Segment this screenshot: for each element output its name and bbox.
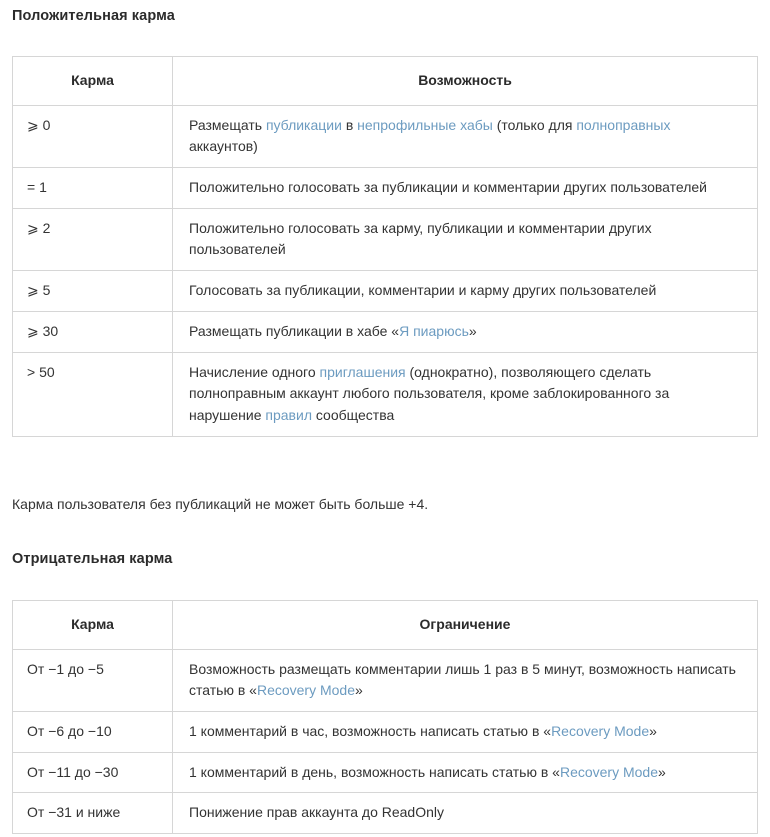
table-row [13, 208, 758, 270]
table-row [13, 352, 758, 436]
table-row [13, 105, 758, 167]
karma-description-cell: Понижение прав аккаунта до ReadOnly [173, 793, 758, 834]
negative-karma-table-head [13, 601, 758, 650]
positive-karma-table-head [13, 57, 758, 106]
inline-link[interactable]: Я пиарюсь [399, 322, 469, 339]
karma-description-cell: Размещать публикации в хабе «Я пиарюсь» [173, 311, 758, 352]
karma-description-cell: 1 комментарий в час, возможность написать статью в «Recovery Mode» [173, 712, 758, 753]
column-header-restriction: Ограничение [173, 601, 758, 650]
column-header-capability: Возможность [173, 57, 758, 106]
karma-value-cell: ⩾ 2 [13, 208, 173, 270]
page-title-positive-karma: Положительная карма [12, 8, 175, 24]
karma-limit-note: Карма пользователя без публикаций не может быть больше +4. [12, 496, 429, 512]
inline-link[interactable]: приглашения [319, 363, 406, 380]
karma-description-cell: Размещать публикации в непрофильные хабы (только для полноправных аккаунтов) [173, 105, 758, 167]
karma-value-cell: = 1 [13, 168, 173, 209]
inline-link[interactable]: публикации [265, 116, 342, 133]
karma-description-cell: Голосовать за публикации, комментарии и карму других пользователей [173, 271, 758, 312]
inline-link[interactable]: Recovery Mode [551, 723, 650, 740]
karma-value-cell: > 50 [13, 352, 173, 436]
column-header-karma: Карма [13, 601, 173, 650]
karma-value-cell: От −11 до −30 [13, 752, 173, 793]
positive-karma-table-body [13, 105, 758, 436]
table-header-row [13, 601, 758, 650]
column-header-karma: Карма [13, 57, 173, 106]
inline-link[interactable]: правил [265, 406, 312, 423]
negative-karma-table-body [13, 649, 758, 833]
karma-value-cell: От −6 до −10 [13, 712, 173, 753]
table-header-row [13, 57, 758, 106]
karma-description-cell: Положительно голосовать за публикации и комментарии других пользователей [173, 168, 758, 209]
karma-description-cell: 1 комментарий в день, возможность написать статью в «Recovery Mode» [173, 752, 758, 793]
karma-value-cell: ⩾ 30 [13, 311, 173, 352]
karma-description-cell: Положительно голосовать за карму, публикации и комментарии других пользователей [173, 208, 758, 270]
table-row [13, 712, 758, 753]
table-row [13, 793, 758, 834]
karma-value-cell: ⩾ 0 [13, 105, 173, 167]
karma-description-cell: Возможность размещать комментарии лишь 1 раз в 5 минут, возможность написать статью в «Recovery Mode» [173, 649, 758, 711]
karma-value-cell: ⩾ 5 [13, 271, 173, 312]
page-title-negative-karma: Отрицательная карма [12, 551, 173, 567]
table-row [13, 752, 758, 793]
table-row [13, 271, 758, 312]
karma-description-cell: Начисление одного приглашения (однократно), позволяющего сделать полноправным аккаунт любого пользователя, кроме заблокированного за нарушение правил сообщества [173, 352, 758, 436]
negative-karma-table [12, 600, 758, 834]
inline-link[interactable]: полноправных [576, 116, 671, 133]
inline-link[interactable]: Recovery Mode [256, 682, 355, 699]
table-row [13, 649, 758, 711]
karma-value-cell: От −1 до −5 [13, 649, 173, 711]
inline-link[interactable]: Recovery Mode [559, 763, 658, 780]
positive-karma-table [12, 56, 758, 437]
table-row [13, 311, 758, 352]
inline-link[interactable]: непрофильные хабы [357, 116, 493, 133]
table-row [13, 168, 758, 209]
karma-value-cell: От −31 и ниже [13, 793, 173, 834]
